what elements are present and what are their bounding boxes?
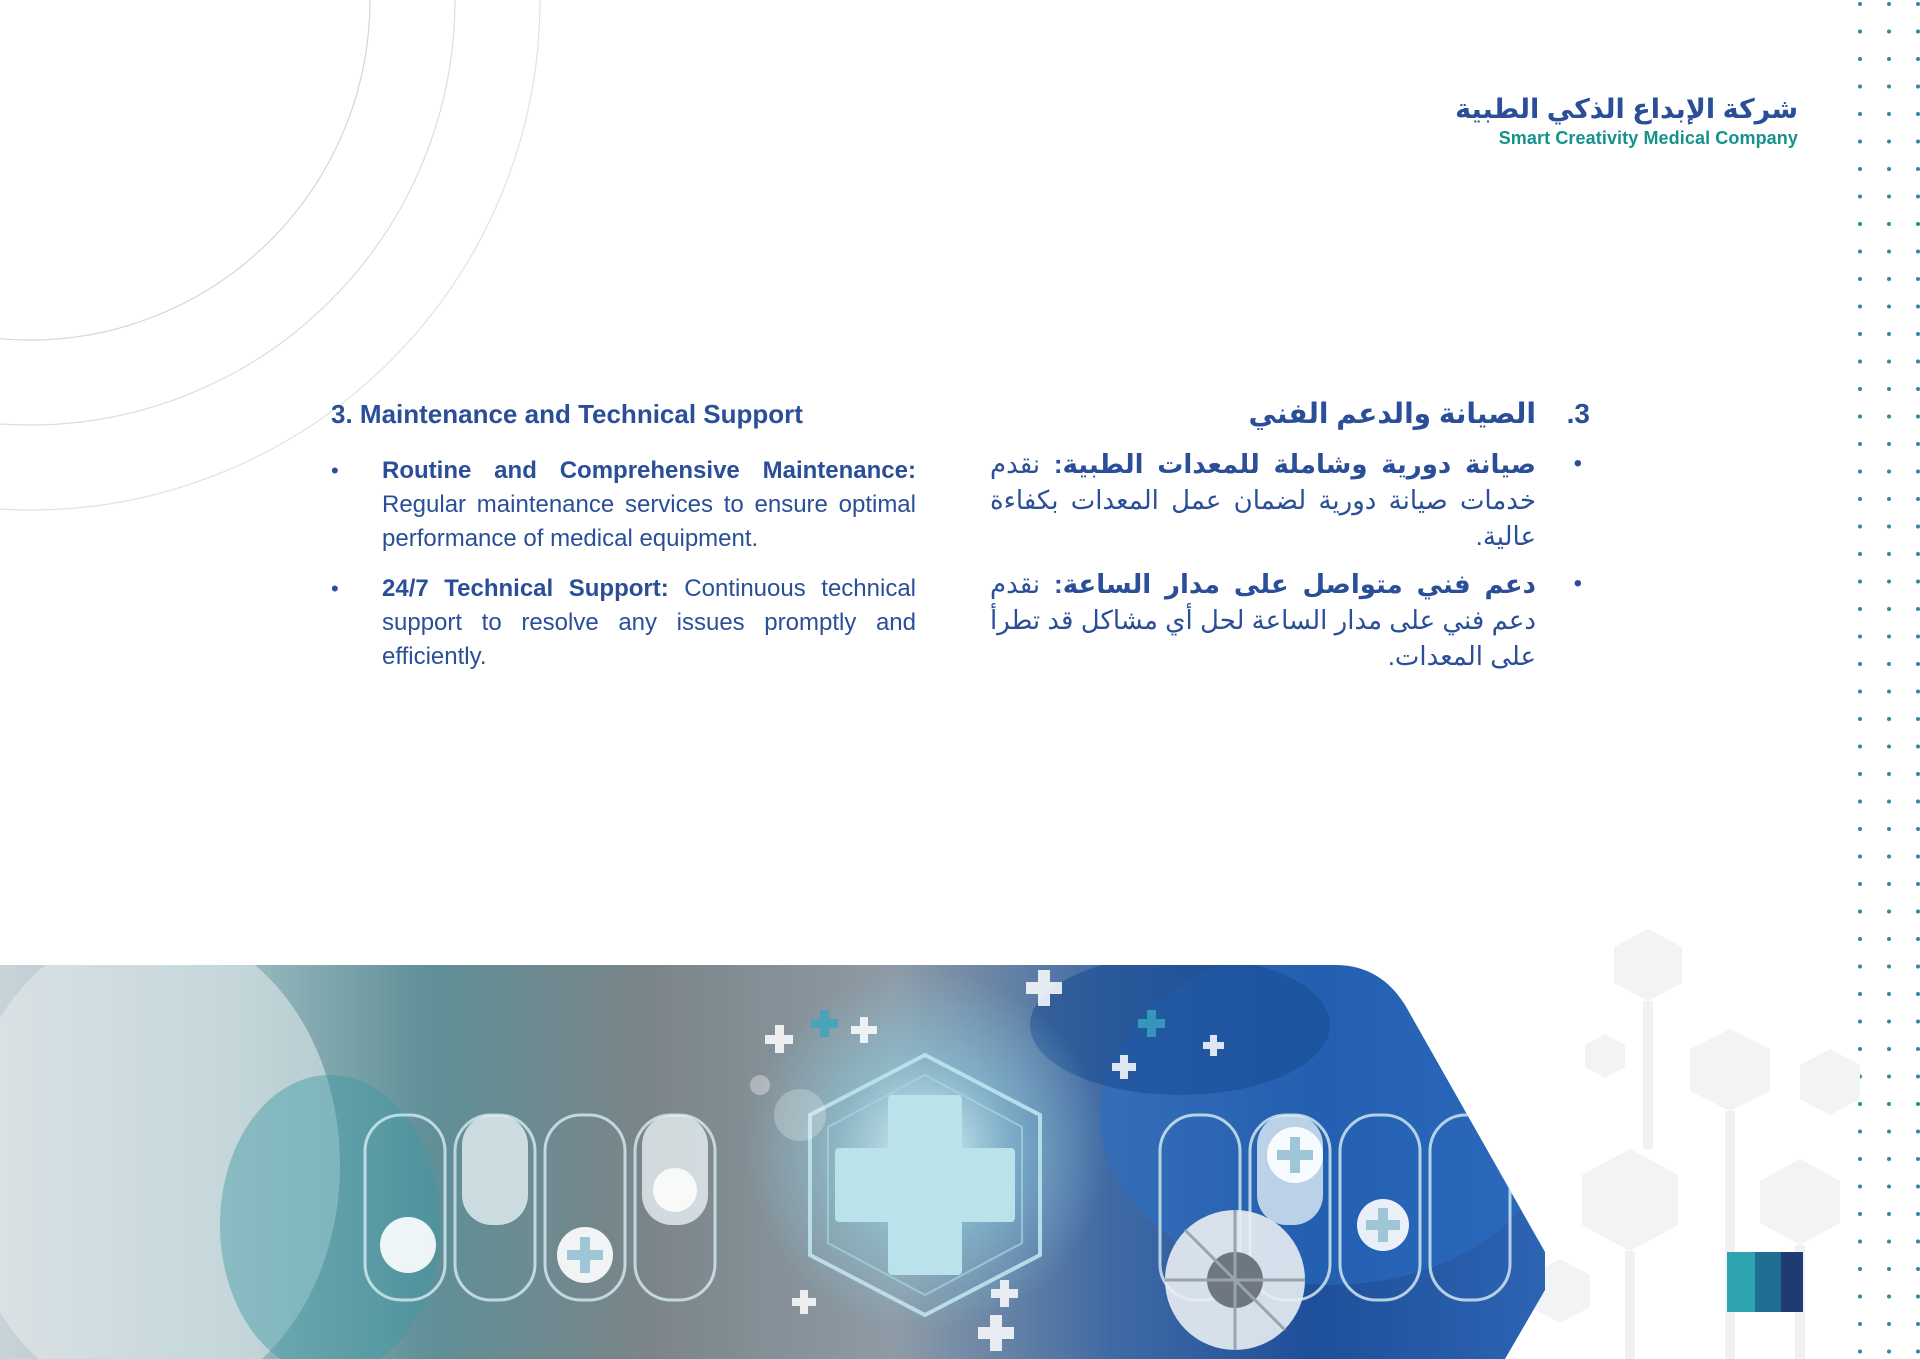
- item-description: Regular maintenance services to ensure optimal performance of medical equipment.: [382, 491, 916, 552]
- bullet-list-english: [331, 454, 916, 674]
- list-item: [990, 566, 1590, 674]
- item-term: صيانة دورية وشاملة للمعدات الطبية:: [1053, 449, 1537, 479]
- square-navy: [1781, 1252, 1803, 1312]
- item-term: دعم فني متواصل على مدار الساعة:: [1054, 569, 1536, 599]
- list-item: [331, 572, 916, 674]
- company-name-arabic: شركة الإبداع الذكي الطبية: [1455, 94, 1798, 124]
- item-term: Routine and Comprehensive Maintenance:: [382, 457, 916, 484]
- item-term: 24/7 Technical Support:: [382, 575, 669, 602]
- section-number: 3.: [1566, 398, 1590, 429]
- square-teal-light: [1727, 1252, 1755, 1312]
- section-arabic: [990, 396, 1590, 686]
- section-english: [331, 396, 916, 690]
- item-description: نقدم خدمات صيانة دورية لضمان عمل المعدات بكفاءة عالية.: [990, 449, 1536, 551]
- bullet-list-arabic: [990, 446, 1590, 674]
- decorative-color-squares: [1727, 1252, 1803, 1312]
- square-teal-dark: [1755, 1252, 1781, 1312]
- company-name-english: Smart Creativity Medical Company: [1498, 128, 1798, 148]
- hexagon-background: [1500, 919, 1920, 1359]
- section-title-arabic: [990, 396, 1590, 432]
- company-logo: [1455, 94, 1798, 149]
- list-item: [331, 454, 916, 556]
- item-description: Continuous technical support to resolve any issues promptly and efficiently.: [382, 575, 916, 670]
- item-description: نقدم دعم فني على مدار الساعة لحل أي مشاكل قد تطرأ على المعدات.: [990, 569, 1536, 671]
- medical-technology-banner: [0, 965, 1545, 1359]
- section-title-english: 3. Maintenance and Technical Support: [331, 399, 803, 429]
- section-title-text: الصيانة والدعم الفني: [1248, 398, 1536, 429]
- list-item: [990, 446, 1590, 554]
